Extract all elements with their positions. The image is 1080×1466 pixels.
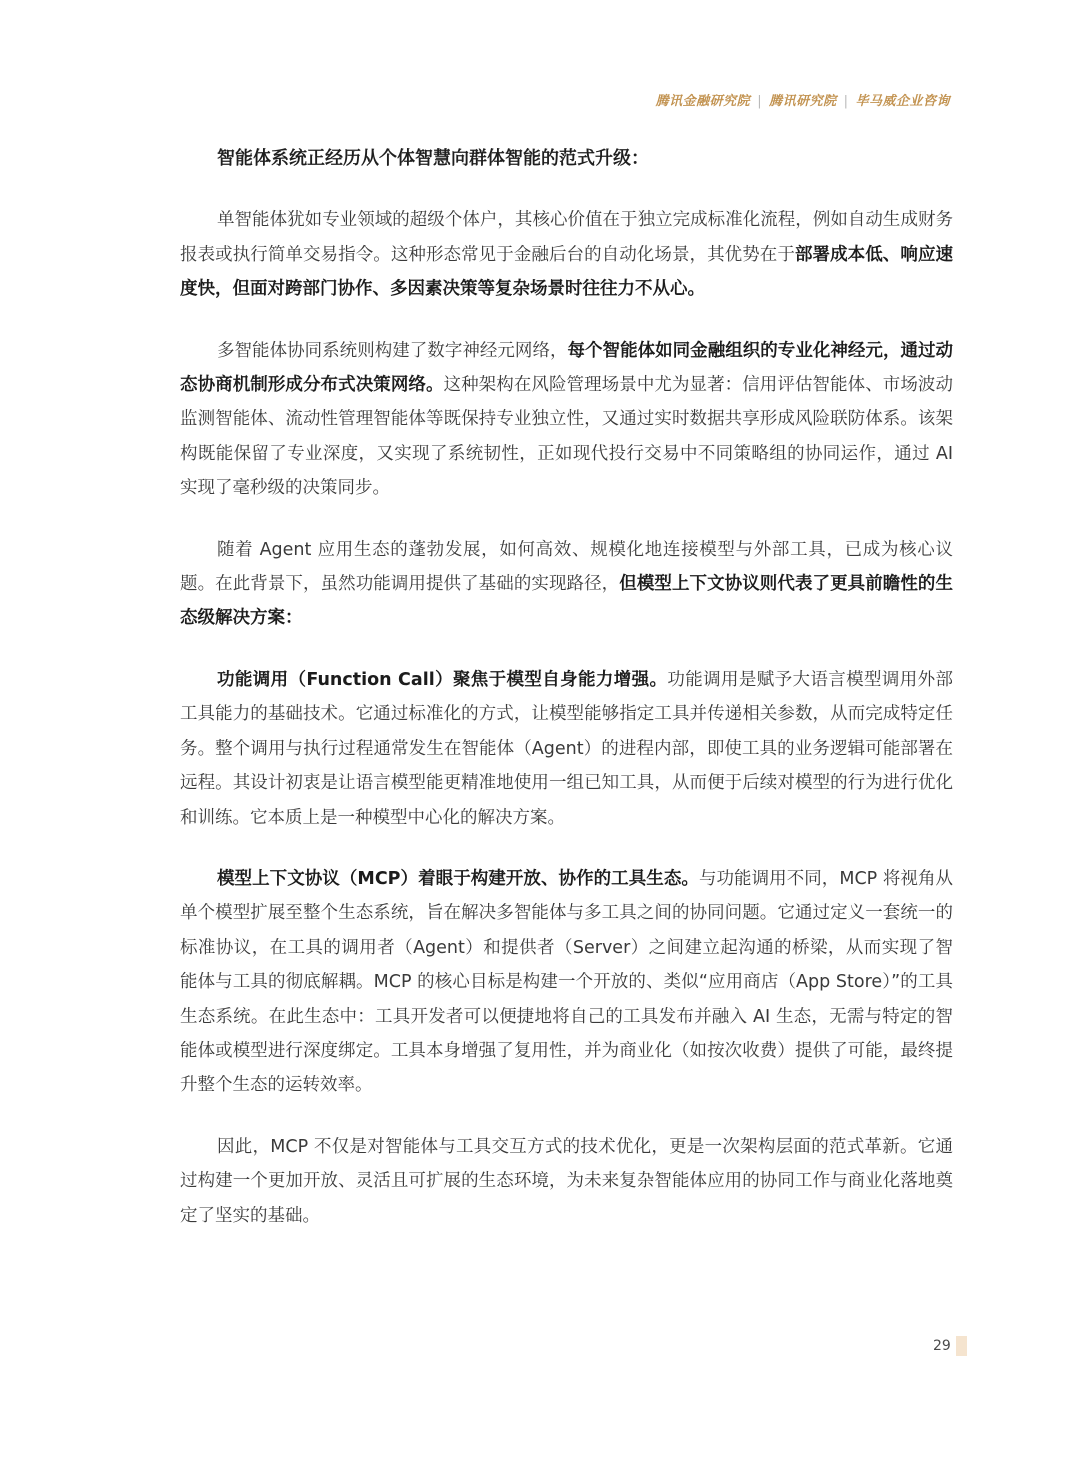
paragraph-text: 与功能调用不同，MCP 将视角从单个模型扩展至整个生态系统，旨在解决多智能体与多工具之间的协同问题。它通过定义一套统一的标准协议，在工具的调用者（Agent）和提供者（Server）之间建立起沟通的桥梁，从而实现了智能体与工具的彻底解耦。MCP 的核心目标是构建一个开放的、类似“应用商店（App Store）”的工具生态系统。在此生态中：工具开发者可以便捷地将自己的工具发布并融入 AI 生态，无需与特定的智能体或模型进行深度绑定。工具本身增强了复用性，并为商业化（如按次收费）提供了可能，最终提升整个生态的运转效率。 (180, 868, 953, 1096)
header-org-kpmg: 毕马威企业咨询 (855, 94, 950, 109)
paragraph-function-call (180, 663, 953, 835)
header-separator: | (843, 94, 849, 109)
paragraph-conclusion (180, 1130, 953, 1233)
paragraph-text: 功能调用是赋予大语言模型调用外部工具能力的基础技术。它通过标准化的方式，让模型能够指定工具并传递相关参数，从而完成特定任务。整个调用与执行过程通常发生在智能体（Agent）的进程内部，即使工具的业务逻辑可能部署在远程。其设计初衷是让语言模型能更精准地使用一组已知工具，从而便于后续对模型的行为进行优化和训练。它本质上是一种模型中心化的解决方案。 (180, 669, 953, 828)
report-header (656, 90, 950, 109)
paragraph-emphasis: 模型上下文协议（MCP）着眼于构建开放、协作的工具生态。 (217, 868, 699, 889)
page-number: 29 (928, 1336, 967, 1356)
paragraph-emphasis: 每个智能体如同金融组织的专业化神经元，通过动态协商机制形成分布式决策网络。 (180, 340, 954, 396)
paragraph-agent-ecosystem (180, 533, 953, 636)
paragraph-emphasis: 功能调用（Function Call）聚焦于模型自身能力增强。 (217, 669, 668, 690)
paragraph-emphasis: 部署成本低、响应速度快，但面对跨部门协作、多因素决策等复杂场景时往往力不从心。 (180, 244, 954, 300)
paragraph-text: 多智能体协同系统则构建了数字神经元网络， (217, 340, 568, 361)
paragraph-text: 因此，MCP 不仅是对智能体与工具交互方式的技术优化，更是一次架构层面的范式革新。它通过构建一个更加开放、灵活且可扩展的生态环境，为未来复杂智能体应用的协同工作与商业化落地奠定了坚实的基础。 (180, 1136, 953, 1226)
page-body (180, 142, 953, 1260)
paragraph-emphasis: 但模型上下文协议则代表了更具前瞻性的生态级解决方案： (180, 574, 954, 629)
header-separator: | (757, 94, 763, 109)
paragraph-text: 随着 Agent 应用生态的蓬勃发展，如何高效、规模化地连接模型与外部工具，已成为核心议题。在此背景下，虽然功能调用提供了基础的实现路径， (180, 539, 953, 595)
paragraph-multi-agent (180, 334, 953, 506)
paragraph-text: 单智能体犹如专业领域的超级个体户，其核心价值在于独立完成标准化流程，例如自动生成财务报表或执行简单交易指令。这种形态常见于金融后台的自动化场景，其优势在于 (180, 210, 953, 265)
paragraph-single-agent (180, 203, 953, 306)
header-org-tencent-finance: 腾讯金融研究院 (655, 94, 751, 109)
paragraph-text: 这种架构在风险管理场景中尤为显著：信用评估智能体、市场波动监测智能体、流动性管理智能体等既保持专业独立性，又通过实时数据共享形成风险联防体系。该架构既能保留了专业深度，又实现了系统韧性，正如现代投行交易中不同策略组的协同运作，通过 AI 实现了毫秒级的决策同步。 (180, 375, 953, 499)
header-org-tencent-research: 腾讯研究院 (769, 94, 837, 109)
paragraph-mcp (180, 862, 953, 1103)
section-heading: 智能体系统正经历从个体智慧向群体智能的范式升级： (217, 148, 649, 169)
